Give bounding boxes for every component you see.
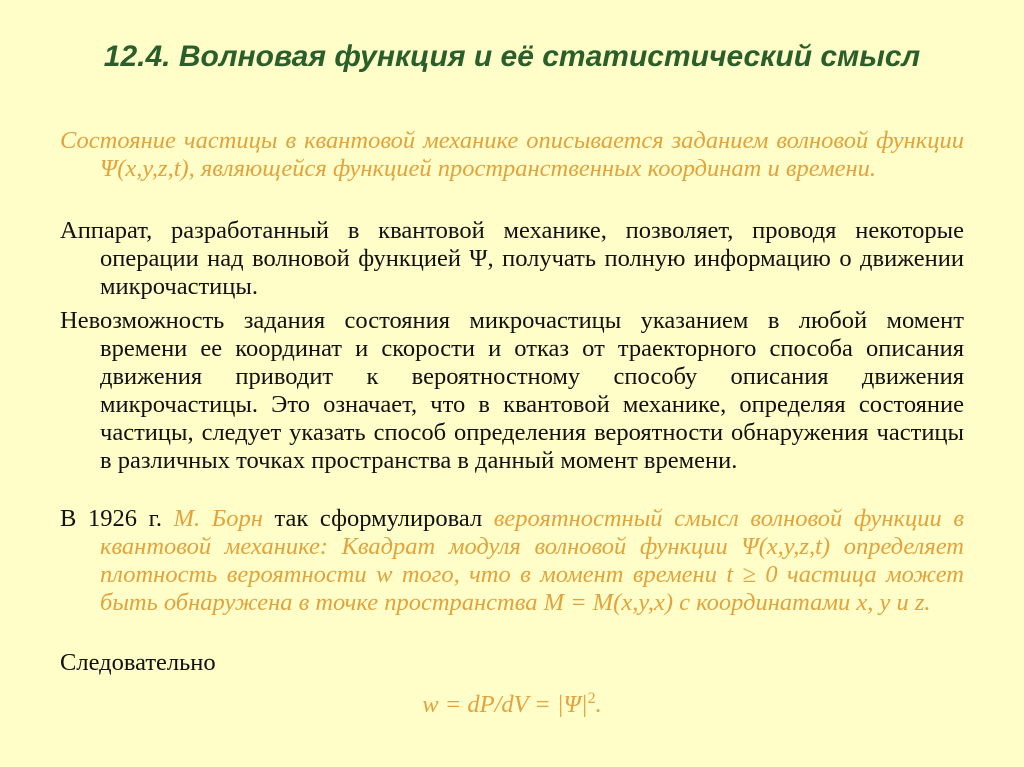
paragraph-therefore: Следовательно xyxy=(60,649,216,676)
paragraph-born-interpretation xyxy=(60,505,964,617)
paragraph-apparatus: Аппарат, разработанный в квантовой механике, позволяет, проводя некоторые операции над волновой функцией Ψ, получать полную информацию о движении микрочастицы. xyxy=(60,217,964,300)
probabilistic-meaning-text: вероятностный смысл волновой функции в квантовой механике: Квадрат модуля волновой функции Ψ(x,y,z,t) определяет плотность вероятности w того, что в момент времени t ≥ 0 частица может быть обнаружена в точке пространства М = М(x,y,x) с координатами x, y и z. xyxy=(100,505,964,616)
formula-tail: . xyxy=(595,691,602,719)
paragraph-impossibility: Невозможность задания состояния микрочастицы указанием в любой момент времени ее координат и скорости и отказ от траекторного способа описания движения приводит к вероятностному способу описания движения микрочастицы. Это означает, что в квантовой механике, определяя состояние частицы, следует указать способ определения вероятности обнаружения частицы в различных точках пространства в данный момент времени. xyxy=(60,307,964,474)
probability-density-formula xyxy=(60,684,964,720)
born-formulated-text: так сформулировал xyxy=(262,505,494,532)
slide-title: 12.4. Волновая функция и её статистический смысл xyxy=(103,40,921,73)
paragraph-state-description: Состояние частицы в квантовой механике описывается заданием волновой функции Ψ(x,y,z,t), являющейся функцией пространственных координат и времени. xyxy=(60,127,964,182)
born-name: М. Борн xyxy=(173,505,263,532)
formula-main: w = dP/dV = |Ψ| xyxy=(422,691,588,719)
born-year-text: В 1926 г. xyxy=(60,505,174,532)
formula-exponent: 2 xyxy=(587,690,596,707)
